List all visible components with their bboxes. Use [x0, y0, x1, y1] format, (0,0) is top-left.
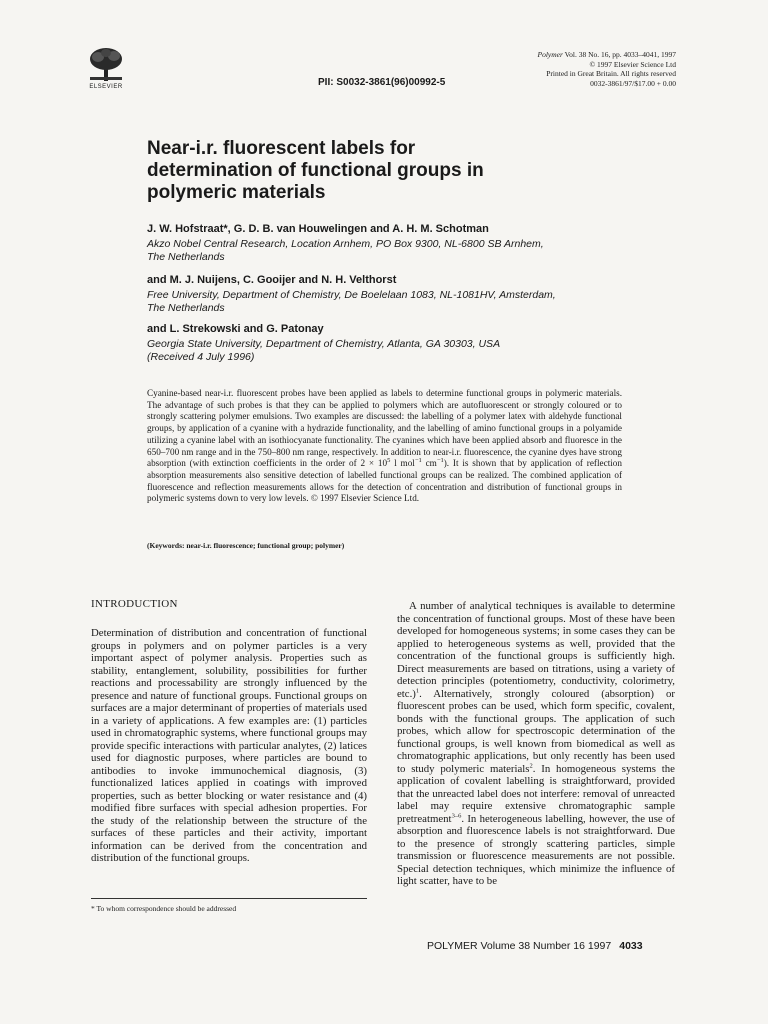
elsevier-tree-icon [84, 47, 128, 83]
affiliation-1: Akzo Nobel Central Research, Location Arnhem, PO Box 9300, NL-6800 SB Arnhem, The Netherlands [147, 238, 544, 263]
received-date: (Received 4 July 1996) [147, 351, 255, 363]
journal-name: Polymer [537, 50, 563, 59]
intro-paragraph-right: A number of analytical techniques is available to determine the concentration of functional groups. Most of these have been developed for homogeneous systems; in some cases they can be applied to heterogeneous systems as well, provided that the concentration of the functional groups is sufficiently high. Direct measurements are based on titrations, using a variety of detection principles (potentiometry, conductivity, colorimetry, etc.)$^1$. Alternatively, strongly coloured (absorption) or fluorescent probes can be used, which form specific, covalent, bonds with the functional groups. The application of such probes, which allow for spectroscopic determination of the functional groups, is well known from biomedical as well as chromatographic applications, but only recently has been used to study polymeric materials$^2$. In homogeneous systems the application of covalent labelling is straightforward, provided that the unreacted label does not interfere: removal of unreacted label may require extensive chromatographic sample pretreatment$^{3-6}$. In heterogeneous labelling, however, the use of absorption and fluorescence labels is not straightforward. Due to the presence of strongly scattering particles, simple transmission or fluorescence measurements are not possible. Special detection techniques, which minimize the influence of light scatter, have to be [397, 600, 675, 887]
keywords: (Keywords: near-i.r. fluorescence; functional group; polymer) [147, 541, 345, 550]
journal-citation: Polymer Vol. 38 No. 16, pp. 4033–4041, 1997 [537, 50, 676, 59]
footnote-divider [91, 898, 367, 899]
abstract: Cyanine-based near-i.r. fluorescent probes have been applied as labels to determine functional groups in polymeric materials. The advantage of such probes is that they can be applied to polymers which are autofluorescent or strongly coloured or to strongly scattering polymer emulsions. Two examples are discussed: the labelling of a polymer latex with aldehyde functional groups, by application of a cyanine with a hydrazide functionality, and the labelling of amino functional groups in a polyamide utilizing a cyanine label with an isothiocyanate functionality. The cyanines which have been applied absorb and fluoresce in the 650–700 nm range and in the 750–800 nm range, respectively. In addition to near-i.r. fluorescence, the cyanine dyes have strong absorption (with extinction coefficients in the order of $2 \times 10^5$ l mol$^{-1}$ $cm^{-1}$). It is shown that by application of reflection absorption measurements also sensitive detection of labelled functional groups can be realized. The combined application of fluorescence and reflection measurements allows for the detection of concentration and distribution of functional groups in polymeric systems down to very low levels. © 1997 Elsevier Science Ltd. [147, 388, 622, 504]
publisher-logo-text: ELSEVIER [89, 84, 123, 90]
author-group-1: J. W. Hofstraat*, G. D. B. van Houwelingen and A. H. M. Schotman [147, 223, 489, 235]
pii-code: PII: S0032-3861(96)00992-5 [318, 77, 446, 88]
issn-line: 0032-3861/97/$17.00 + 0.00 [590, 78, 676, 88]
affiliation-2: Free University, Department of Chemistry, De Boelelaan 1083, NL-1081HV, Amsterdam, The Netherlands [147, 289, 556, 314]
page-footer [427, 940, 643, 952]
author-group-3: and L. Strekowski and G. Patonay [147, 323, 324, 335]
elsevier-logo [84, 47, 128, 90]
article-title: Near-i.r. fluorescent labels for determination of functional groups in polymeric materials [147, 138, 484, 203]
author-group-2: and M. J. Nuijens, C. Gooijer and N. H. Velthorst [147, 274, 397, 286]
section-heading-introduction: INTRODUCTION [91, 598, 178, 610]
copyright-line: © 1997 Elsevier Science Ltd [589, 59, 676, 69]
footnote: * To whom correspondence should be addressed [91, 904, 237, 913]
rights-line: Printed in Great Britain. All rights reserved [546, 69, 676, 78]
intro-paragraph-left: Determination of distribution and concentration of functional groups in polymers and on polymer particles is a very important aspect of polymer analysis. Properties such as stability, entanglement, solubility, possibilities for further reactions and processability are strongly influenced by the presence and nature of functional groups. Functional groups on surfaces are a major determinant of properties of materials used in a variety of applications. A few examples are: (1) particles used in chromatographic systems, where functional groups may provide specific interactions with particular analytes, (2) latices used for diagnostic purposes, where particles are bound to antibodies to invoke immunochemical diagnosis, (3) functionalized latices applied in coatings with improved properties, such as better blocking or water resistance and (4) modified fibre surfaces with special adhesion properties. For the study of the relationship between the structure of the surfaces of these particles and their activity, important information can be derived from the concentration and distribution of the functional groups. [91, 627, 367, 864]
journal-issue: POLYMER Volume 38 Number 16 1997 [427, 940, 612, 952]
page-number: 4033 [619, 940, 643, 952]
journal-info [538, 50, 677, 88]
affiliation-3: Georgia State University, Department of Chemistry, Atlanta, GA 30303, USA (Received 4 July 1996) [147, 338, 647, 364]
